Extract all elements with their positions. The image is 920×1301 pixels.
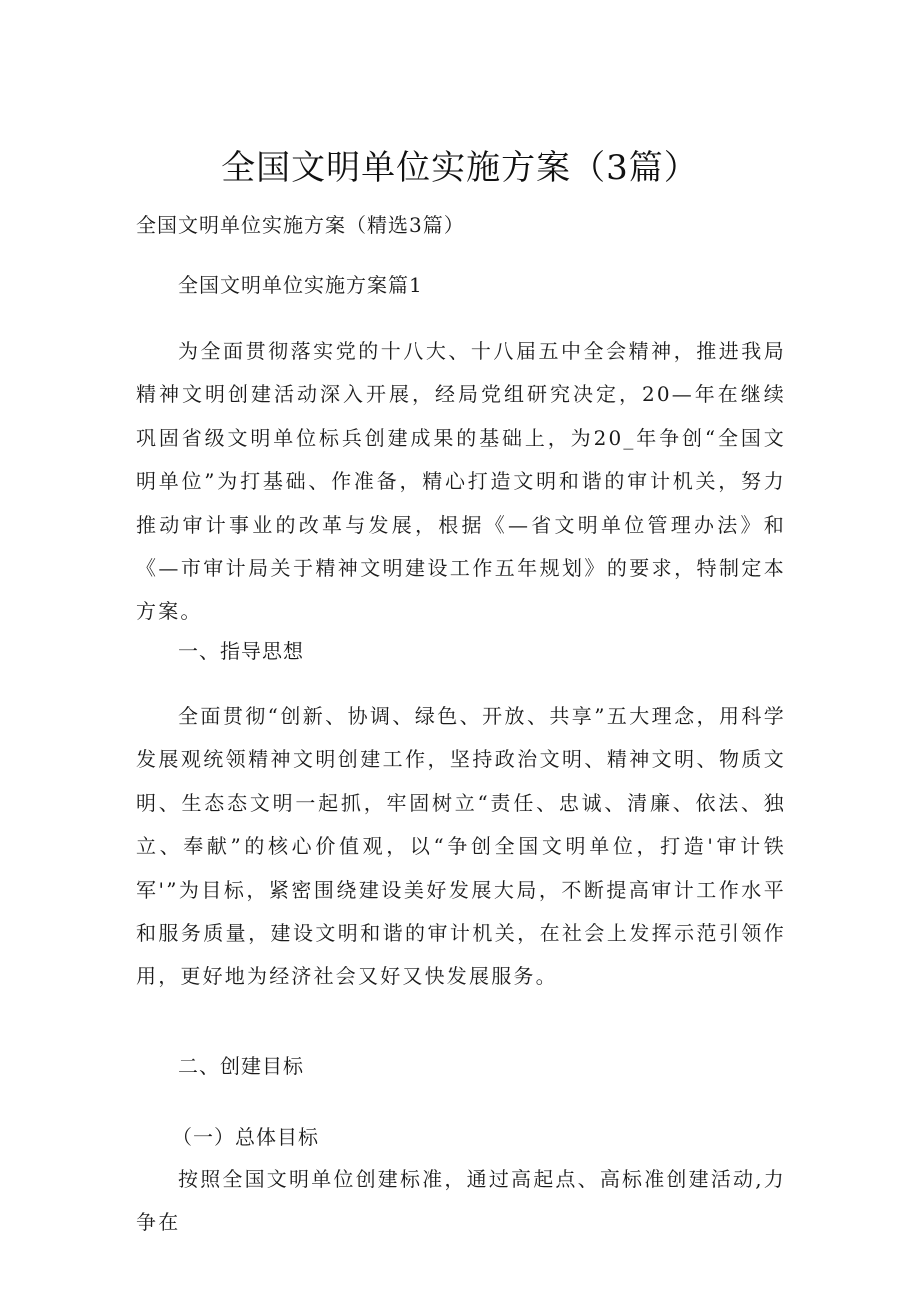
- subheading-overall-goal: （一）总体目标: [172, 1125, 319, 1149]
- heading-creation-goals: 二、创建目标: [178, 1054, 304, 1078]
- document-subtitle: 全国文明单位实施方案（精选3篇）: [136, 213, 465, 237]
- document-title: 全国文明单位实施方案（3篇）: [221, 148, 699, 188]
- section-heading: 全国文明单位实施方案篇1: [178, 273, 423, 297]
- heading-guiding-thought: 一、指导思想: [178, 639, 304, 663]
- goal-paragraph: 按照全国文明单位创建标准，通过高起点、高标准创建活动,力争在: [136, 1167, 786, 1235]
- guiding-paragraph: 全面贯彻“创新、协调、绿色、开放、共享”五大理念，用科学发展观统领精神文明创建工作，坚持政治文明、精神文明、物质文明、生态态文明一起抓，牢固树立“责任、忠诚、清廉、依法、独立、奉献”的核心价值观，以“争创全国文明单位，打造'审计铁军'”为目标，紧密围绕建设美好发展大局，不断提高审计工作水平和服务质量，建设文明和谐的审计机关，在社会上发挥示范引领作用，更好地为经济社会又好又快发展服务。: [136, 704, 786, 989]
- intro-paragraph: 为全面贯彻落实党的十八大、十八届五中全会精神，推进我局精神文明创建活动深入开展，经局党组研究决定，20—年在继续巩固省级文明单位标兵创建成果的基础上，为20_年争创“全国文明单位”为打基础、作准备，精心打造文明和谐的审计机关，努力推动审计事业的改革与发展，根据《—省文明单位管理办法》和《—市审计局关于精神文明建设工作五年规划》的要求，特制定本方案。: [136, 339, 786, 624]
